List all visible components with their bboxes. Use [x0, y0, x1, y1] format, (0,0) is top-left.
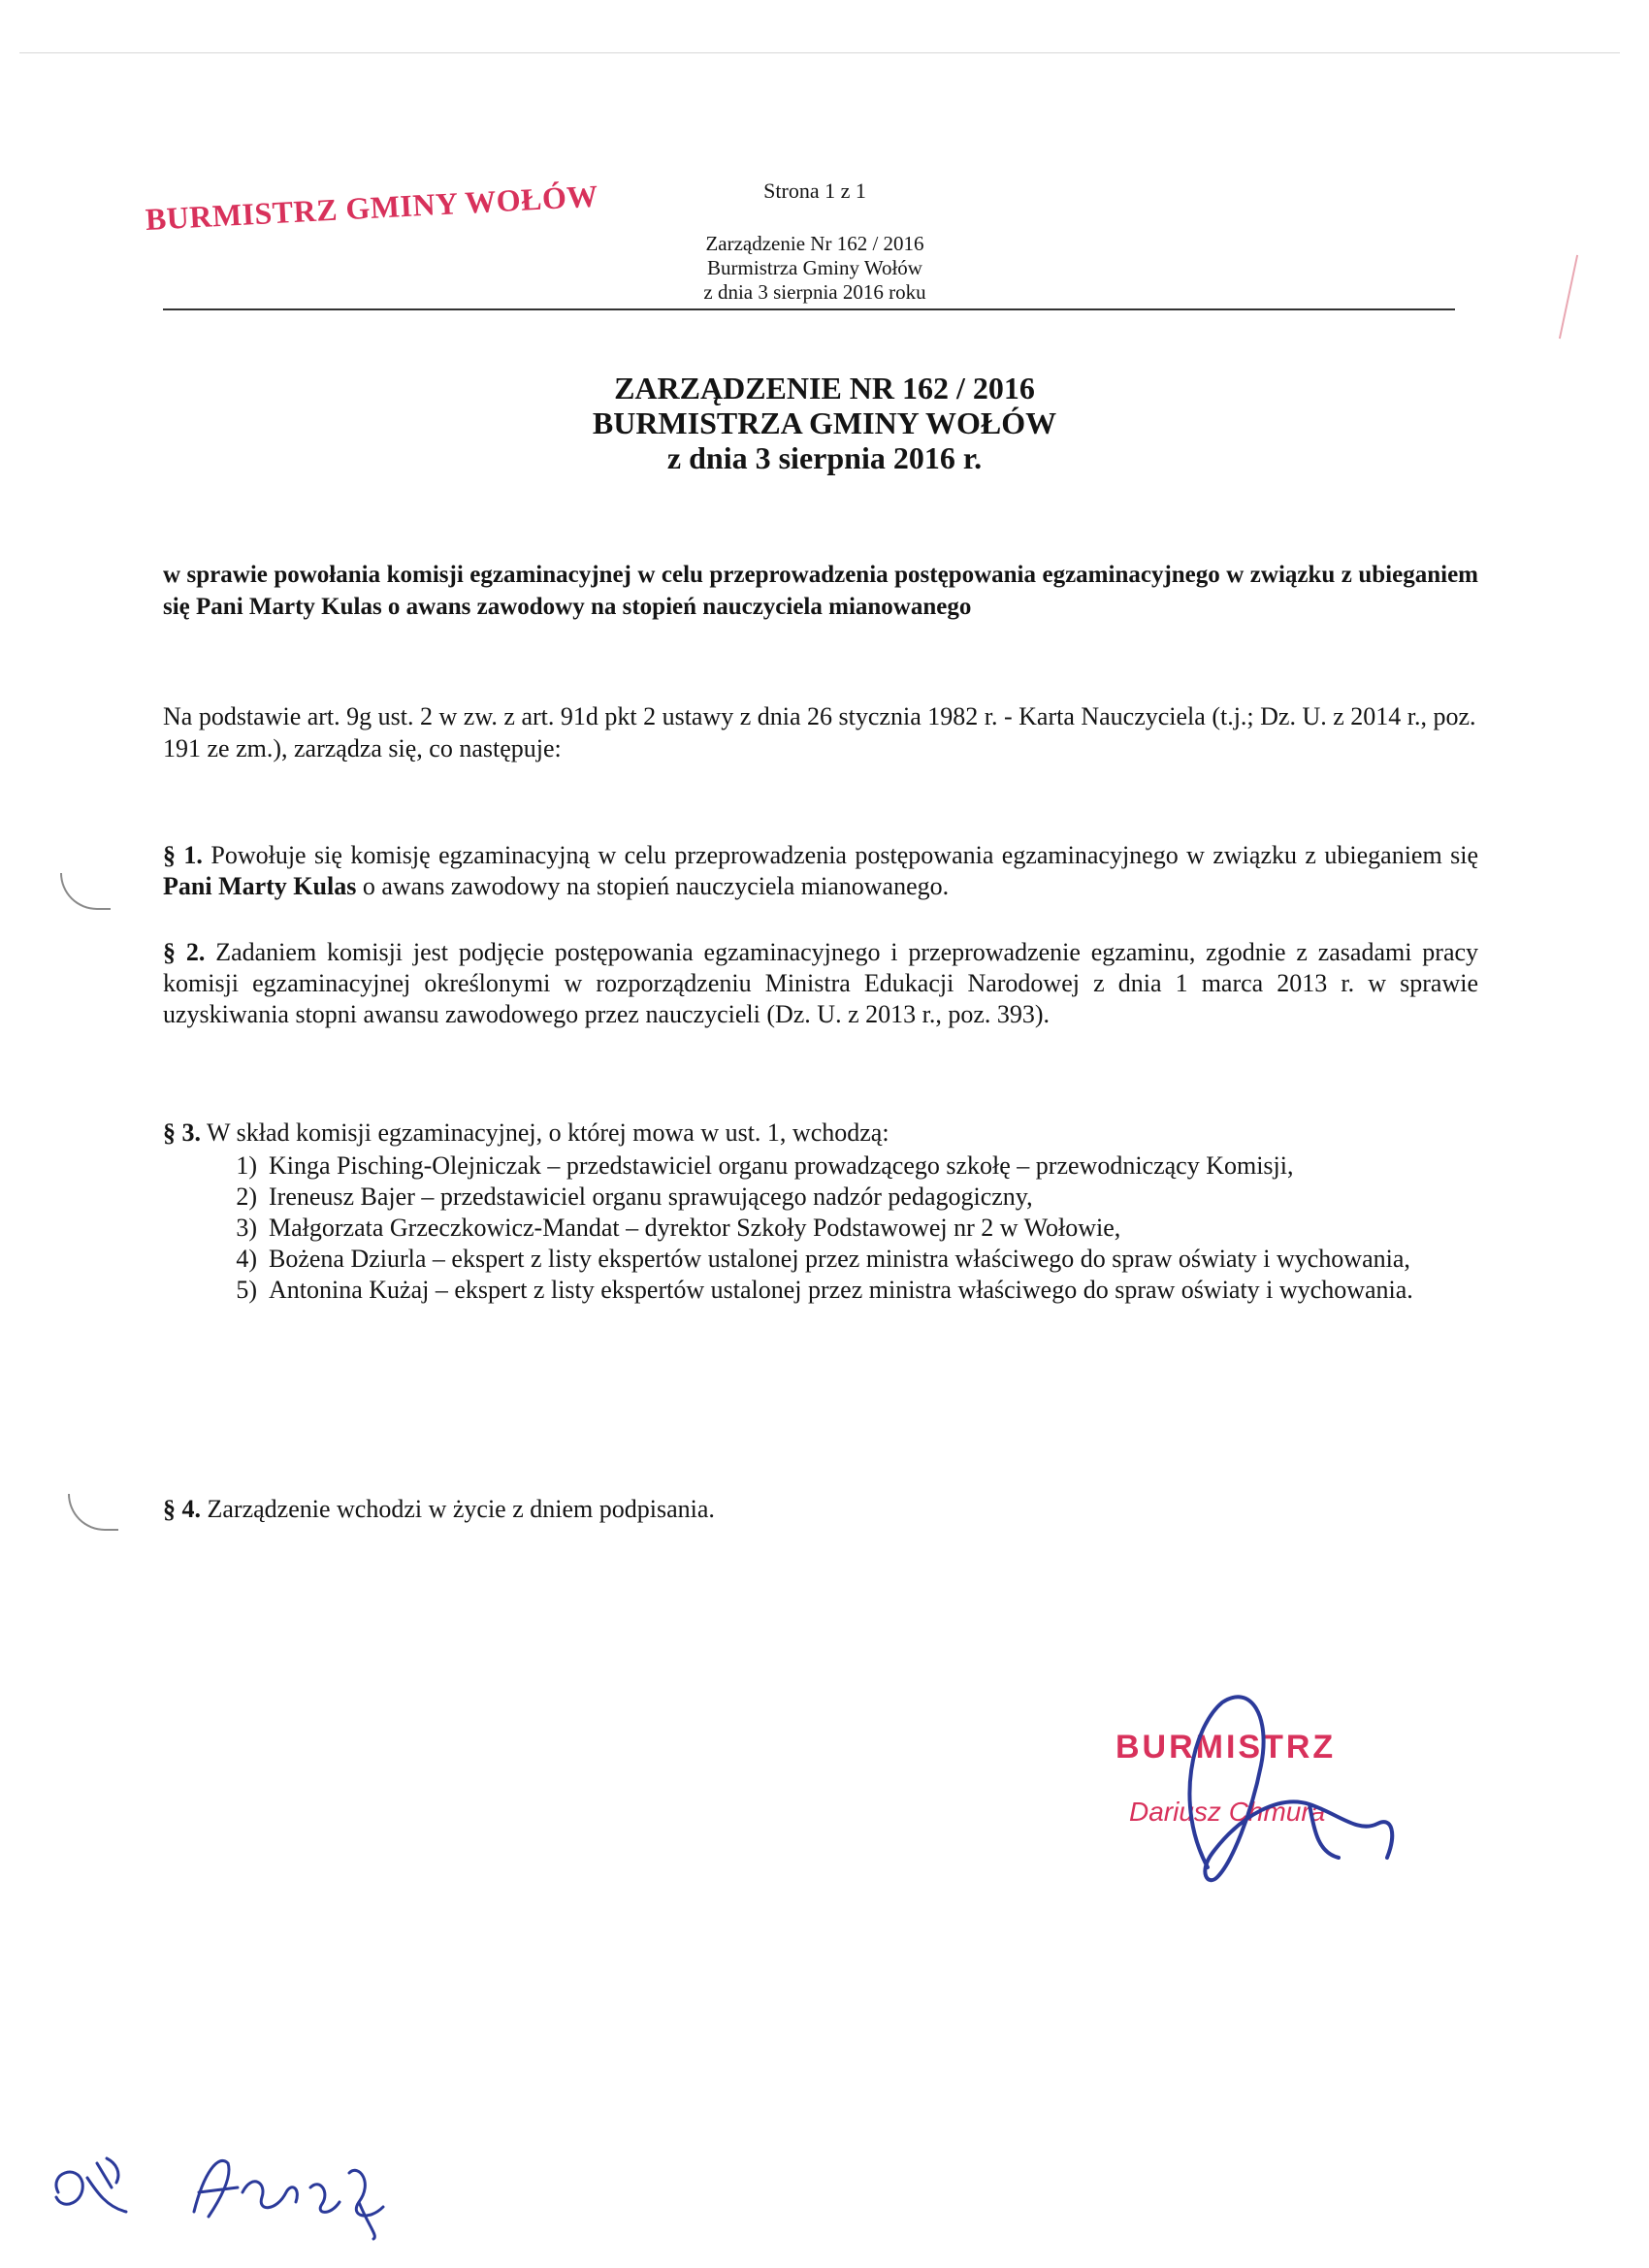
- section-1-text-after: o awans zawodowy na stopień nauczyciela mianowanego.: [362, 872, 950, 900]
- list-item-text: Ireneusz Bajer – przedstawiciel organu sprawującego nadzór pedagogiczny,: [269, 1183, 1033, 1211]
- section-4-text: Zarządzenie wchodzi w życie z dniem podpisania.: [207, 1495, 715, 1523]
- section-1-candidate-name: Pani Marty Kulas: [163, 872, 357, 900]
- header-divider: [163, 308, 1455, 310]
- margin-pen-curve: [68, 1494, 118, 1531]
- list-item-number: 2): [236, 1183, 257, 1211]
- section-2-text: Zadaniem komisji jest podjęcie postępowania egzaminacyjnego i przeprowadzenie egzaminu, zgodnie z zasadami pracy komisji egzaminacyjnej określonymi w rozporządzeniu Ministra Edukacji Narodowej z dnia 1 marca 2013 r. w sprawie uzyskiwania stopni awansu zawodowego przez nauczycieli (Dz. U. z 2013 r., poz. 393).: [163, 938, 1479, 1028]
- signature-stamp-name: Dariusz Chmura: [1129, 1797, 1326, 1827]
- list-item-text: Bożena Dziurla – ekspert z listy ekspertów ustalonej przez ministra właściwego do spraw oświaty i wychowania,: [269, 1245, 1410, 1273]
- signature-stamp-title: BURMISTRZ: [1116, 1729, 1337, 1766]
- list-item-number: 1): [236, 1151, 257, 1180]
- section-2: [163, 937, 1478, 1030]
- handwritten-initials: [39, 2134, 427, 2241]
- section-3: [163, 1118, 1478, 1149]
- page-indicator: Strona 1 z 1: [763, 178, 866, 203]
- list-item-number: 4): [236, 1245, 257, 1273]
- list-item: [199, 1275, 1479, 1306]
- header-date: z dnia 3 sierpnia 2016 roku: [703, 280, 926, 304]
- section-1-mark: § 1.: [163, 841, 203, 869]
- section-2-mark: § 2.: [163, 938, 206, 966]
- legal-basis: Na podstawie art. 9g ust. 2 w zw. z art. 91d pkt 2 ustawy z dnia 26 stycznia 1982 r. - Karta Nauczyciela (t.j.; Dz. U. z 2014 r., poz. 191 ze zm.), zarządza się, co następuje:: [163, 702, 1476, 762]
- document-subject: w sprawie powołania komisji egzaminacyjnej w celu przeprowadzenia postępowania egzaminacyjnego w związku z ubieganiem się Pani Marty Kulas o awans zawodowy na stopień nauczyciela mianowanego: [163, 562, 1478, 620]
- header-issuer: Burmistrza Gminy Wołów: [707, 256, 922, 279]
- title-line-number: ZARZĄDZENIE NR 162 / 2016: [614, 371, 1035, 405]
- section-1: [163, 840, 1478, 902]
- title-line-date: z dnia 3 sierpnia 2016 r.: [666, 440, 983, 475]
- handwritten-signature: [1116, 1688, 1416, 1901]
- list-item-number: 3): [236, 1214, 257, 1242]
- list-item-text: Antonina Kużaj – ekspert z listy ekspertów ustalonej przez ministra właściwego do spraw oświaty i wychowania.: [269, 1276, 1413, 1304]
- section-3-intro: W skład komisji egzaminacyjnej, o której mowa w ust. 1, wchodzą:: [207, 1118, 889, 1147]
- document-title: [388, 371, 1261, 475]
- scan-edge-line: [19, 52, 1620, 53]
- section-4: [163, 1494, 1478, 1525]
- section-3-mark: § 3.: [163, 1118, 201, 1147]
- list-item: [199, 1150, 1479, 1182]
- margin-pen-mark: [1559, 255, 1578, 339]
- title-line-issuer: BURMISTRZA GMINY WOŁÓW: [592, 405, 1057, 440]
- section-1-text-before: Powołuje się komisję egzaminacyjną w celu przeprowadzenia postępowania egzaminacyjnego w związku z ubieganiem się: [210, 841, 1479, 869]
- list-item: [199, 1182, 1479, 1213]
- committee-members-list: [199, 1150, 1479, 1306]
- list-item-text: Kinga Pisching-Olejniczak – przedstawiciel organu prowadzącego szkołę – przewodniczący Komisji,: [269, 1151, 1294, 1180]
- margin-pen-curve: [60, 873, 111, 910]
- document-header: [660, 178, 970, 305]
- header-ordinance-number: Zarządzenie Nr 162 / 2016: [705, 232, 924, 255]
- list-item: [199, 1244, 1479, 1275]
- office-stamp: BURMISTRZ GMINY WOŁÓW: [144, 178, 599, 237]
- list-item-text: Małgorzata Grzeczkowicz-Mandat – dyrektor Szkoły Podstawowej nr 2 w Wołowie,: [269, 1214, 1121, 1242]
- section-4-mark: § 4.: [163, 1495, 201, 1523]
- list-item-number: 5): [236, 1276, 257, 1304]
- list-item: [199, 1213, 1479, 1244]
